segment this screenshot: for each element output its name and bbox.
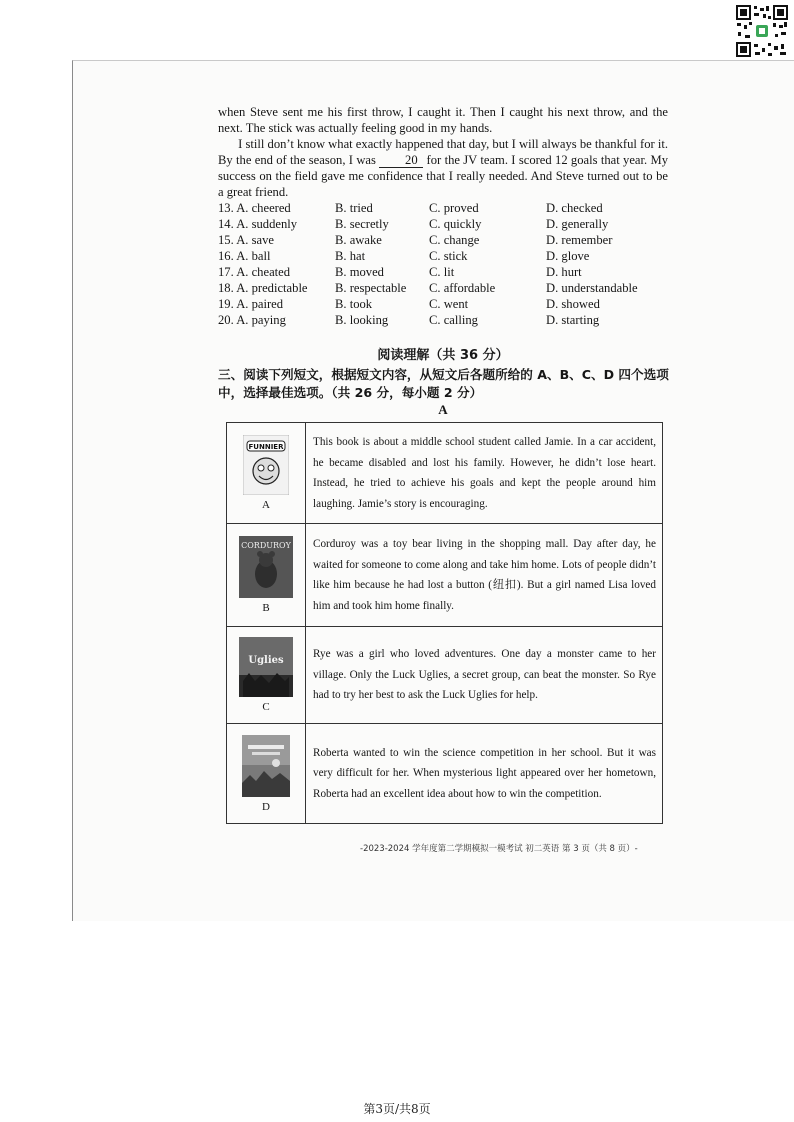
option-choice: B. moved [335, 265, 384, 279]
book-description: Corduroy was a toy bear living in the shopping mall. Day after day, he waited for someone to come along and take him home. Lots of people didn’t like him because he had lost a button (纽扣). But a girl named Lisa loved him and took him home finally. [306, 524, 663, 627]
option-choice: B. tried [335, 201, 373, 215]
option-choice: D. remember [546, 233, 613, 247]
option-choice: B. took [335, 297, 373, 311]
book-description: This book is about a middle school student called Jamie. In a car accident, he became disabled and lost his family. However, he didn’t lose heart. Instead, he tried to achieve his goals and kept the people around him laughing. Jamie’s story is encouraging. [306, 423, 663, 524]
books-table [226, 422, 663, 824]
option-choice: 16. A. ball [218, 249, 271, 263]
option-choice: 18. A. predictable [218, 281, 308, 295]
section-title: 阅读理解（共 36 分） [377, 348, 509, 363]
book-cover-cell [227, 724, 306, 824]
book-description: Rye was a girl who loved adventures. One day a monster came to her village. Only the Luck Uglies, a secret group, can beat the monster. So Rye had to try her best to ask the Luck Uglies for help. [306, 627, 663, 724]
option-choice: D. showed [546, 297, 600, 311]
book-cover-cell [227, 627, 306, 724]
book-cover-cell [227, 524, 306, 627]
option-choice: D. hurt [546, 265, 582, 279]
option-choice: 14. A. suddenly [218, 217, 298, 231]
option-choice: D. glove [546, 249, 590, 263]
cover-title-b: CORDUROY [241, 541, 291, 550]
qr-code [735, 4, 789, 58]
option-choice: B. hat [335, 249, 366, 263]
cover-title-c: Uglies [248, 655, 284, 666]
option-choice: C. went [429, 297, 469, 311]
option-choice: 13. A. cheered [218, 201, 291, 215]
option-row [218, 312, 668, 328]
book-description: Roberta wanted to win the science competition in her school. But it was very difficult for her. When mysterious light appeared over her hometown, Roberta had an excellent idea about how to win the competition. [306, 724, 663, 824]
option-choice: C. calling [429, 313, 478, 327]
option-choice: C. affordable [429, 281, 496, 295]
blank-20: 20 [379, 154, 423, 168]
option-row [218, 248, 668, 264]
cover-title-a: FUNNIER [248, 443, 284, 451]
option-choice: 17. A. cheated [218, 265, 291, 279]
option-row [218, 216, 668, 232]
option-choice: B. awake [335, 233, 382, 247]
option-choice: 15. A. save [218, 233, 274, 247]
book-row [227, 724, 663, 824]
option-row [218, 296, 668, 312]
option-row [218, 264, 668, 280]
book-row [227, 627, 663, 724]
book-label: B [262, 602, 270, 614]
option-choice: B. secretly [335, 217, 389, 231]
option-choice: D. checked [546, 201, 603, 215]
option-choice: C. quickly [429, 217, 482, 231]
science-book-cover-image [242, 735, 290, 797]
options-table [218, 200, 668, 328]
option-choice: D. understandable [546, 281, 638, 295]
option-choice: C. change [429, 233, 480, 247]
passage-label: A [438, 402, 448, 417]
option-choice: D. generally [546, 217, 609, 231]
luck-uglies-cover-image [239, 637, 293, 697]
book-row [227, 524, 663, 627]
book-label: D [262, 800, 270, 813]
option-row [218, 200, 668, 216]
book-label: C [262, 701, 270, 713]
funnier-cover-image [243, 435, 289, 495]
option-choice: B. looking [335, 313, 389, 327]
option-choice: 20. A. paying [218, 313, 286, 327]
book-label: A [262, 499, 270, 511]
option-row [218, 280, 668, 296]
option-choice: D. starting [546, 313, 600, 327]
paragraph-2-start: I still don’t know what exactly happened that day, but I will always be thankful for it. By the end of the season, I was [218, 137, 668, 167]
page-number: 第3页/共8页 [363, 1102, 431, 1116]
corduroy-cover-image [239, 536, 293, 598]
section-instruction: 三、阅读下列短文，根据短文内容，从短文后各题所给的 A、B、C、D 四个选项中，选择最佳选项。（共 26 分，每小题 2 分） [218, 367, 669, 400]
paragraph-2-end: for the JV team. I scored 12 goals that year. My success on the field gave me confidence that I really needed. And Steve turned out to be a great friend. [218, 153, 668, 199]
option-choice: C. proved [429, 201, 479, 215]
option-choice: B. respectable [335, 281, 407, 295]
page-footer: -2023-2024 学年度第二学期模拟一模考试 初二英语 第 3 页（共 8 页）- [360, 844, 638, 854]
option-choice: C. stick [429, 249, 468, 263]
option-choice: C. lit [429, 265, 455, 279]
book-row [227, 423, 663, 524]
option-choice: 19. A. paired [218, 297, 284, 311]
paragraph-1: when Steve sent me his first throw, I caught it. Then I caught his next throw, and the next. The stick was actually feeling good in my hands. [218, 105, 668, 135]
paragraph-2 [218, 136, 668, 200]
option-row [218, 232, 668, 248]
cloze-passage [218, 104, 668, 328]
book-cover-cell [227, 423, 306, 524]
